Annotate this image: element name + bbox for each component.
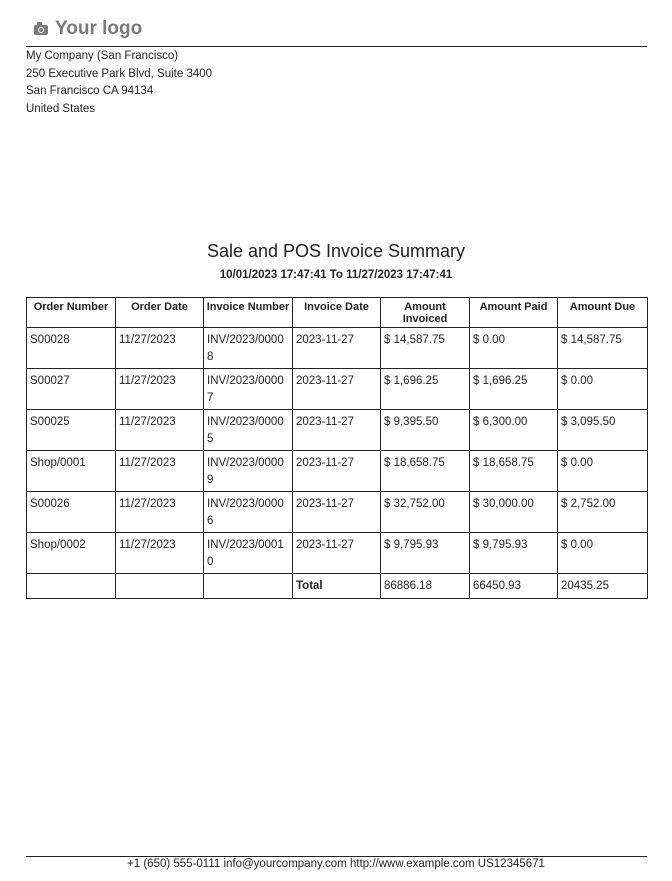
order-date-cell: 11/27/2023 xyxy=(116,410,204,451)
invoice-date-cell: 2023-11-27 xyxy=(293,410,381,451)
invoice-number-cell: INV/2023/00005 xyxy=(204,410,293,451)
header-amount-paid: Amount Paid xyxy=(470,298,558,328)
logo-text: Your logo xyxy=(55,18,143,39)
header-invoice-date: Invoice Date xyxy=(293,298,381,328)
header-divider xyxy=(26,46,647,47)
table-row xyxy=(27,369,648,410)
amount-invoiced-cell: $ 9,395.50 xyxy=(381,410,470,451)
company-address xyxy=(26,48,212,118)
company-country: United States xyxy=(26,102,96,115)
invoice-number-cell: INV/2023/00009 xyxy=(204,451,293,492)
amount-due-cell: $ 0.00 xyxy=(558,533,648,574)
invoice-date-cell: 2023-11-27 xyxy=(293,492,381,533)
invoice-number-cell: INV/2023/00008 xyxy=(204,328,293,369)
footer-contact: +1 (650) 555-0111 info@yourcompany.com http://www.example.com US12345671 xyxy=(127,858,545,870)
invoice-number-cell: INV/2023/00006 xyxy=(204,492,293,533)
total-amount-paid: 66450.93 xyxy=(470,574,558,599)
order-date-cell: 11/27/2023 xyxy=(116,533,204,574)
amount-invoiced-cell: $ 1,696.25 xyxy=(381,369,470,410)
order-number-cell: Shop/0001 xyxy=(27,451,116,492)
order-date-cell: 11/27/2023 xyxy=(116,451,204,492)
amount-invoiced-cell: $ 18,658.75 xyxy=(381,451,470,492)
amount-due-cell: $ 0.00 xyxy=(558,369,648,410)
amount-invoiced-cell: $ 32,752.00 xyxy=(381,492,470,533)
empty-cell xyxy=(116,574,204,599)
header-invoice-number: Invoice Number xyxy=(204,298,293,328)
order-date-cell: 11/27/2023 xyxy=(116,369,204,410)
company-logo xyxy=(34,18,142,40)
table-header-row xyxy=(27,298,648,328)
amount-invoiced-cell: $ 9,795.93 xyxy=(381,533,470,574)
table-row xyxy=(27,328,648,369)
company-name: My Company (San Francisco) xyxy=(26,50,179,62)
header-order-number: Order Number xyxy=(27,298,116,328)
empty-cell xyxy=(27,574,116,599)
invoice-date-cell: 2023-11-27 xyxy=(293,328,381,369)
order-date-cell: 11/27/2023 xyxy=(116,492,204,533)
total-amount-due: 20435.25 xyxy=(558,574,648,599)
invoice-date-cell: 2023-11-27 xyxy=(293,451,381,492)
total-amount-invoiced: 86886.18 xyxy=(381,574,470,599)
amount-paid-cell: $ 6,300.00 xyxy=(470,410,558,451)
report-period: 10/01/2023 17:47:41 To 11/27/2023 17:47:41 xyxy=(219,269,453,281)
order-number-cell: Shop/0002 xyxy=(27,533,116,574)
amount-due-cell: $ 2,752.00 xyxy=(558,492,648,533)
amount-paid-cell: $ 18,658.75 xyxy=(470,451,558,492)
table-row xyxy=(27,451,648,492)
amount-paid-cell: $ 0.00 xyxy=(470,328,558,369)
invoice-date-cell: 2023-11-27 xyxy=(293,369,381,410)
header-amount-due: Amount Due xyxy=(558,298,648,328)
invoice-summary-table xyxy=(26,297,648,599)
company-city: San Francisco CA 94134 xyxy=(26,85,154,97)
table-row xyxy=(27,492,648,533)
order-number-cell: S00026 xyxy=(27,492,116,533)
report-title: Sale and POS Invoice Summary xyxy=(206,241,466,261)
table-row xyxy=(27,410,648,451)
header-order-date: Order Date xyxy=(116,298,204,328)
company-street: 250 Executive Park Blvd, Suite 3400 xyxy=(26,67,213,80)
amount-due-cell: $ 14,587.75 xyxy=(558,328,648,369)
amount-invoiced-cell: $ 14,587.75 xyxy=(381,328,470,369)
order-number-cell: S00027 xyxy=(27,369,116,410)
order-date-cell: 11/27/2023 xyxy=(116,328,204,369)
footer-divider xyxy=(26,856,647,857)
invoice-number-cell: INV/2023/00010 xyxy=(204,533,293,574)
order-number-cell: S00028 xyxy=(27,328,116,369)
amount-paid-cell: $ 1,696.25 xyxy=(470,369,558,410)
order-number-cell: S00025 xyxy=(27,410,116,451)
amount-paid-cell: $ 30,000.00 xyxy=(470,492,558,533)
table-row xyxy=(27,533,648,574)
camera-icon xyxy=(34,25,48,35)
amount-paid-cell: $ 9,795.93 xyxy=(470,533,558,574)
amount-due-cell: $ 0.00 xyxy=(558,451,648,492)
total-row xyxy=(27,574,648,599)
amount-due-cell: $ 3,095.50 xyxy=(558,410,648,451)
empty-cell xyxy=(204,574,293,599)
header-amount-invoiced: Amount Invoiced xyxy=(381,298,470,328)
invoice-date-cell: 2023-11-27 xyxy=(293,533,381,574)
total-label: Total xyxy=(293,574,381,599)
invoice-number-cell: INV/2023/00007 xyxy=(204,369,293,410)
